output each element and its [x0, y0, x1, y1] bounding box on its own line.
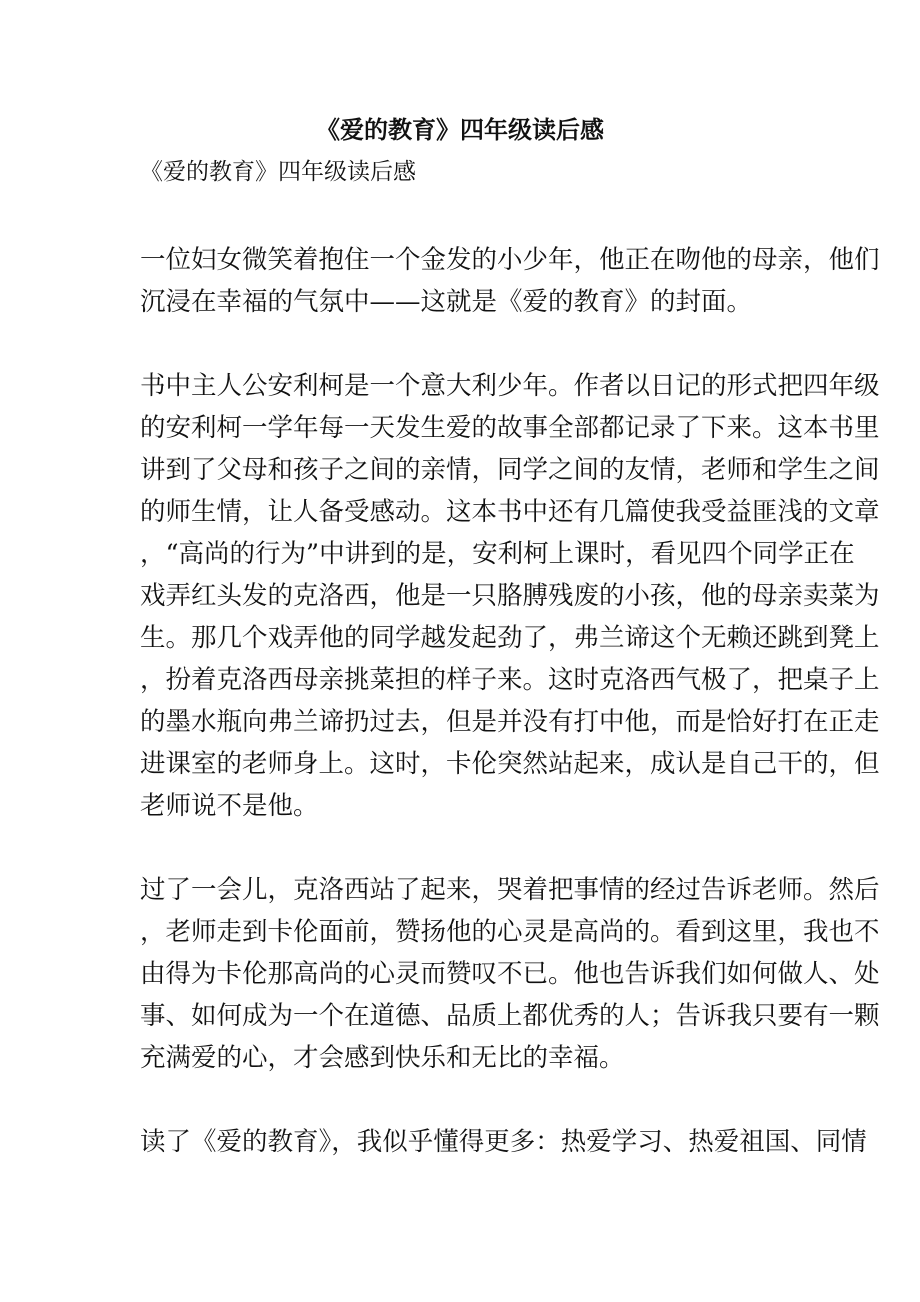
text-line: ，“高尚的行为”中讲到的是，安利柯上课时，看见四个同学正在 — [140, 539, 855, 569]
document-subtitle: 《爱的教育》四年级读后感 — [140, 159, 416, 185]
text-line: 沉浸在幸福的气氛中——这就是《爱的教育》的封面。 — [140, 287, 753, 317]
text-line: 的墨水瓶向弗兰谛扔过去，但是并没有打中他，而是恰好打在正走 — [140, 707, 880, 737]
text-line: 充满爱的心，才会感到快乐和无比的幸福。 — [140, 1043, 625, 1073]
text-line: ，老师走到卡伦面前，赞扬他的心灵是高尚的。看到这里，我也不 — [140, 917, 880, 947]
text-line: 生。那几个戏弄他的同学越发起劲了，弗兰谛这个无赖还跳到凳上 — [140, 623, 880, 653]
text-line: 书中主人公安利柯是一个意大利少年。作者以日记的形式把四年级 — [140, 371, 880, 401]
text-line: 的师生情，让人备受感动。这本书中还有几篇使我受益匪浅的文章 — [140, 497, 880, 527]
text-line: 进课室的老师身上。这时，卡伦突然站起来，成认是自己干的，但 — [140, 749, 880, 779]
text-line: 一位妇女微笑着抱住一个金发的小少年，他正在吻他的母亲，他们 — [140, 245, 880, 275]
text-line: 事、如何成为一个在道德、品质上都优秀的人；告诉我只要有一颗 — [140, 1001, 880, 1031]
text-line: 由得为卡伦那高尚的心灵而赞叹不已。他也告诉我们如何做人、处 — [140, 959, 880, 989]
paragraph-1 — [140, 239, 880, 323]
paragraph-4 — [140, 1121, 867, 1163]
text-line: 过了一会儿，克洛西站了起来，哭着把事情的经过告诉老师。然后 — [140, 875, 880, 905]
text-line: 的安利柯一学年每一天发生爱的故事全部都记录了下来。这本书里 — [140, 413, 880, 443]
document-title: 《爱的教育》四年级读后感 — [316, 115, 604, 144]
text-line: ，扮着克洛西母亲挑菜担的样子来。这时克洛西气极了，把桌子上 — [140, 665, 880, 695]
text-line: 讲到了父母和孩子之间的亲情，同学之间的友情，老师和学生之间 — [140, 455, 880, 485]
paragraph-2 — [140, 365, 880, 827]
text-line: 读了《爱的教育》，我似乎懂得更多：热爱学习、热爱祖国、同情 — [140, 1127, 867, 1157]
paragraph-3 — [140, 869, 880, 1079]
text-line: 戏弄红头发的克洛西，他是一只胳膊残废的小孩，他的母亲卖菜为 — [140, 581, 880, 611]
text-line: 老师说不是他。 — [140, 791, 319, 821]
